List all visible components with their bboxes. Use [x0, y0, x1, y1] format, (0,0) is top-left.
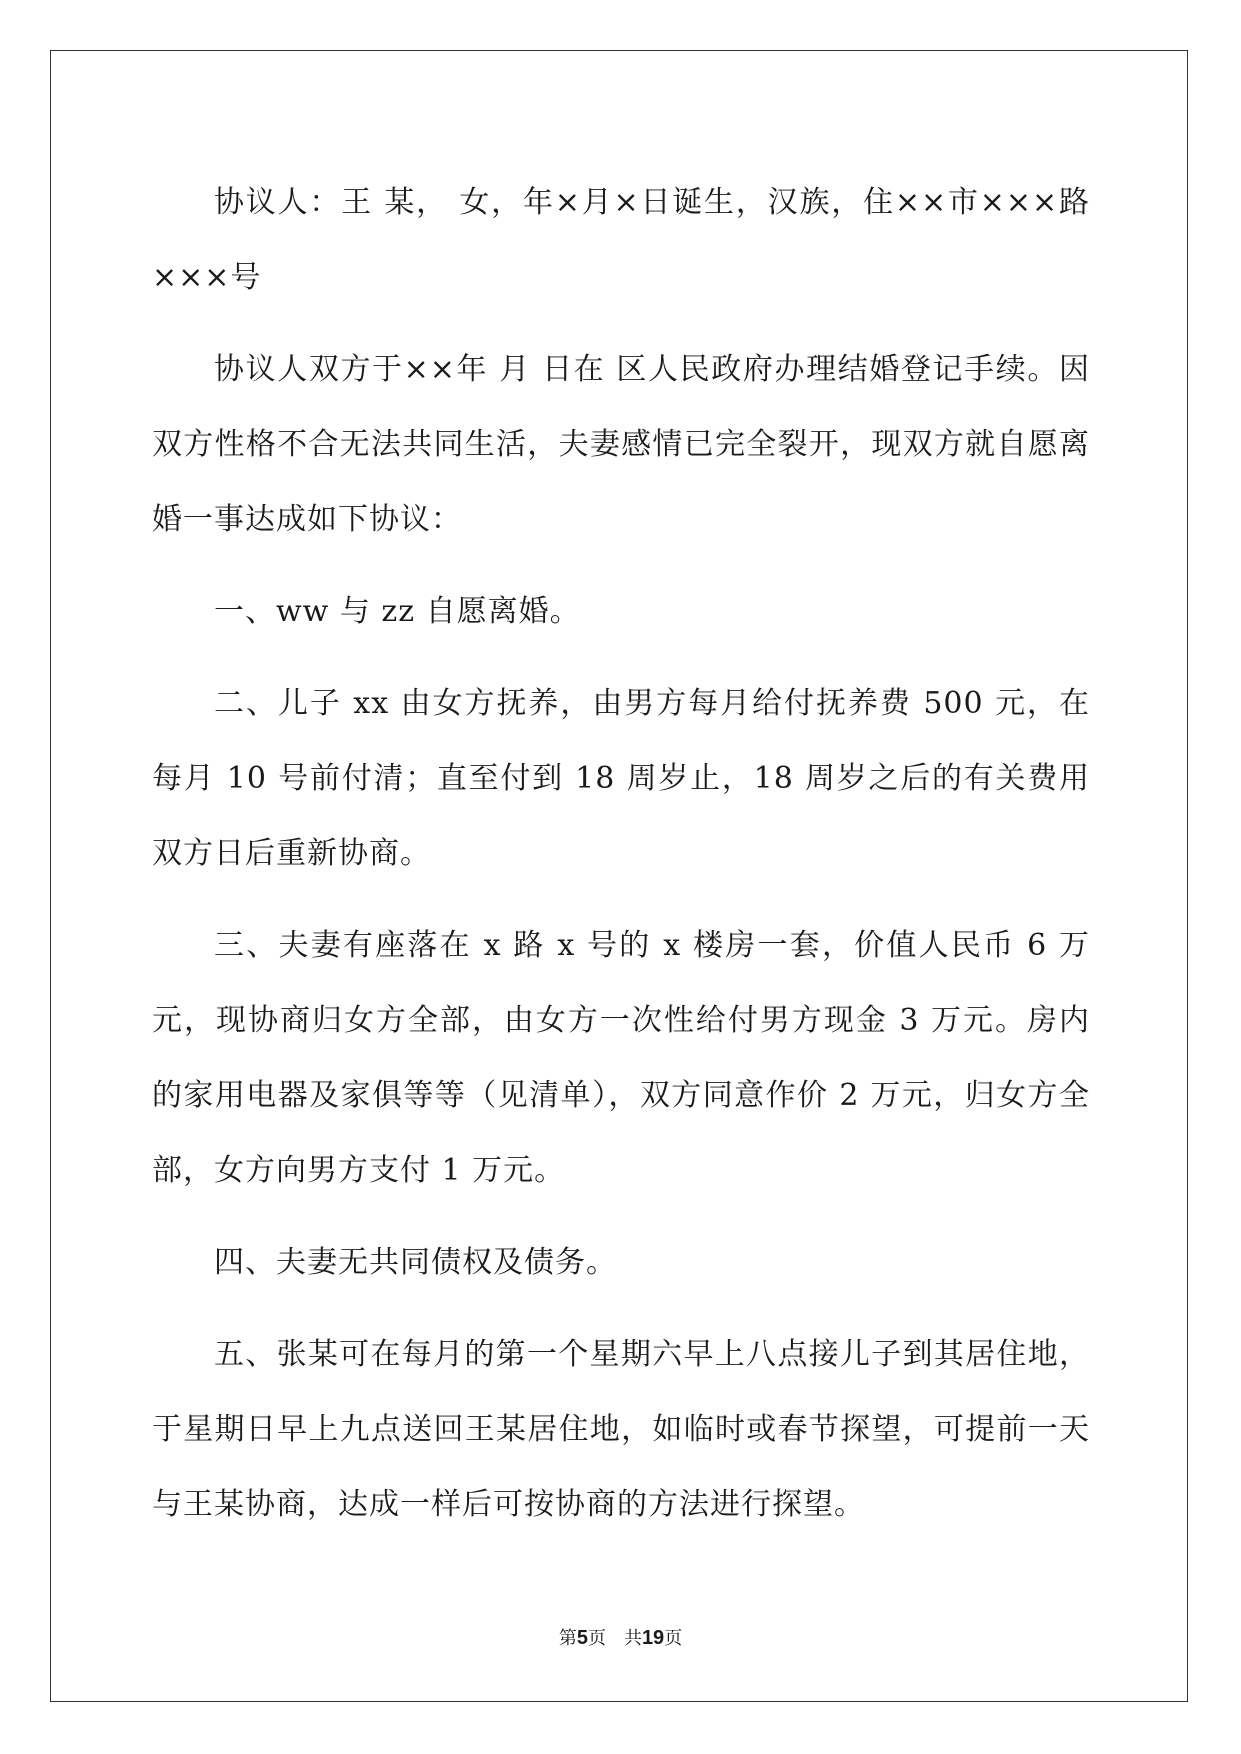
- clause-one: 一、ww 与 zz 自愿离婚。: [214, 594, 581, 629]
- document-body: [152, 165, 1090, 1559]
- total-suffix: 页: [664, 1628, 683, 1649]
- clause-four: 四、夫妻无共同债权及债务。: [214, 1245, 617, 1280]
- total-prefix: 共: [623, 1628, 642, 1649]
- clause-three: 三、夫妻有座落在 x 路 x 号的 x 楼房一套，价值人民币 6 万元，现协商归女方全部，由女方一次性给付男方现金 3 万元。房内的家用电器及家俱等等（见清单），双方同意作价 2 万元，归女方全部，女方向男方支付 1 万元。: [152, 928, 1090, 1188]
- page-footer: [0, 1624, 1241, 1650]
- page-prefix: 第: [558, 1628, 577, 1649]
- page-number: 5: [576, 1627, 588, 1649]
- page-suffix: 页: [587, 1628, 606, 1649]
- paragraph-preamble: 协议人双方于××年 月 日在 区人民政府办理结婚登记手续。因双方性格不合无法共同生活，夫妻感情已完全裂开，现双方就自愿离婚一事达成如下协议：: [152, 352, 1090, 537]
- paragraph-parties: 协议人：王 某， 女，年×月×日诞生，汉族，住××市×××路×××号: [152, 185, 1090, 295]
- total-pages: 19: [641, 1627, 665, 1649]
- clause-two: 二、儿子 xx 由女方抚养，由男方每月给付抚养费 500 元，在每月 10 号前付清；直至付到 18 周岁止，18 周岁之后的有关费用双方日后重新协商。: [152, 686, 1090, 871]
- clause-five: 五、张某可在每月的第一个星期六早上八点接儿子到其居住地，于星期日早上九点送回王某居住地，如临时或春节探望，可提前一天与王某协商，达成一样后可按协商的方法进行探望。: [152, 1337, 1090, 1522]
